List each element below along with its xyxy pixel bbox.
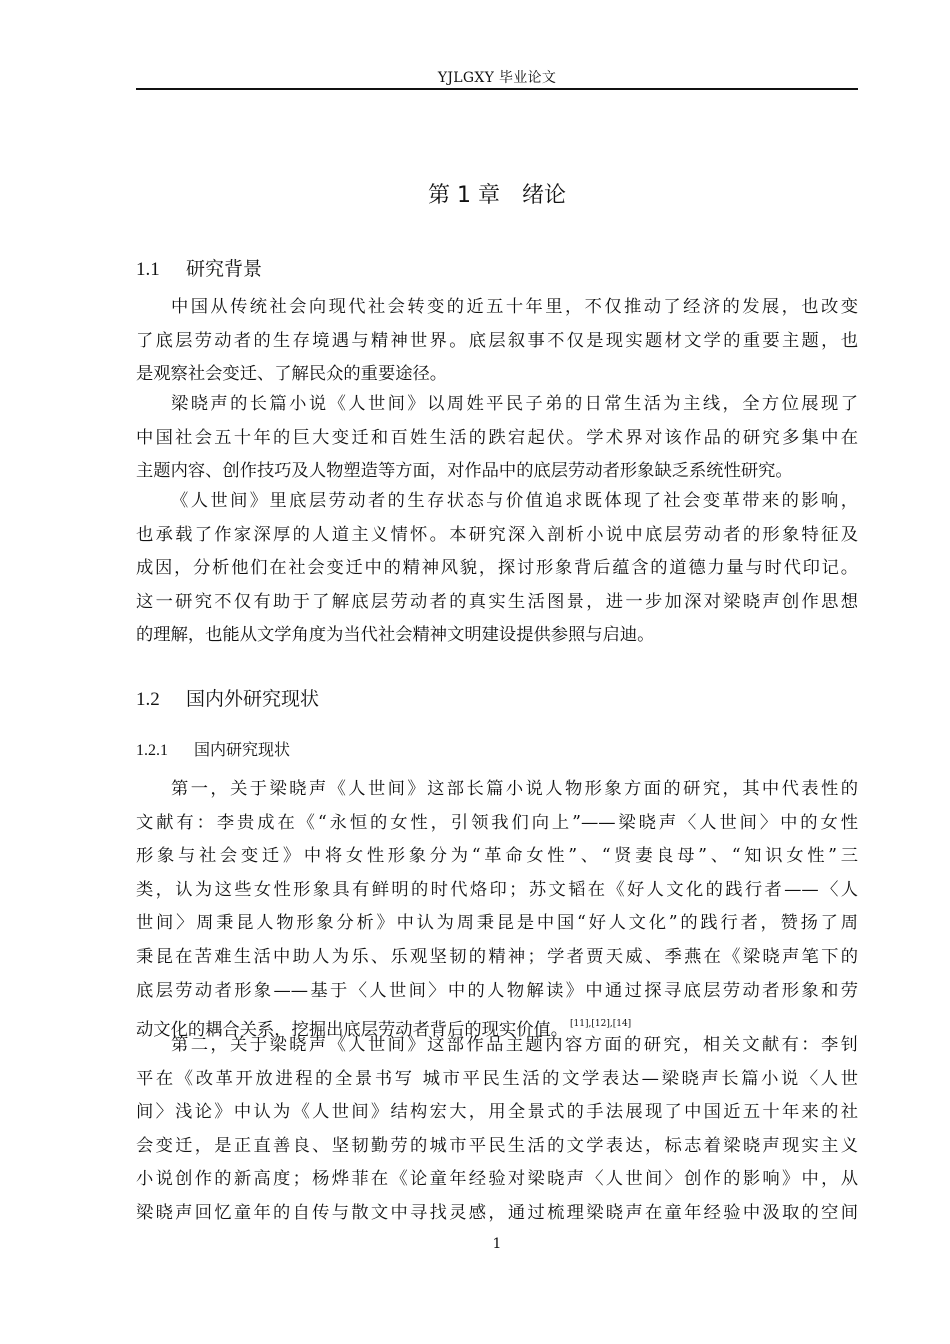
subsection-heading-1-2-1 xyxy=(136,737,290,760)
citation-marker: [11],[12],[14] xyxy=(570,1019,632,1030)
paragraph-3 xyxy=(136,485,858,653)
header-rule xyxy=(136,88,858,90)
text-line: 秉昆在苦难生活中助人为乐、乐观坚韧的精神；学者贾天威、季燕在《梁晓声笔下的 xyxy=(136,946,858,967)
text-line: 动文化的耦合关系，挖掘出底层劳动者背后的现实价值。 xyxy=(136,1020,569,1041)
running-header: YJLGXY 毕业论文 xyxy=(437,70,557,86)
text-line: 是观察社会变迁、了解民众的重要途径。 xyxy=(136,364,448,385)
text-line: 主题内容、创作技巧及人物塑造等方面，对作品中的底层劳动者形象缺乏系统性研究。 xyxy=(136,461,793,482)
section-number: 1.2 xyxy=(136,689,160,710)
text-line: 间〉浅论》中认为《人世间》结构宏大，用全景式的手法展现了中国近五十年来的社 xyxy=(136,1102,858,1123)
section-heading-1-1 xyxy=(136,254,262,281)
text-line: 世间〉周秉昆人物形象分析》中认为周秉昆是中国“好人文化”的践行者，赞扬了周 xyxy=(136,913,858,934)
text-line: 第二，关于梁晓声《人世间》这部作品主题内容方面的研究，相关文献有：李钊 xyxy=(171,1035,858,1055)
text-line: 梁晓声回忆童年的自传与散文中寻找灵感，通过梳理梁晓声在童年经验中汲取的空间 xyxy=(136,1202,858,1223)
text-line: 也承载了作家深厚的人道主义情怀。本研究深入剖析小说中底层劳动者的形象特征及 xyxy=(136,524,858,545)
chapter-name: 绪论 xyxy=(521,183,566,208)
section-title: 国内外研究现状 xyxy=(186,688,320,710)
text-line: 了底层劳动者的生存境遇与精神世界。底层叙事不仅是现实题材文学的重要主题，也 xyxy=(136,330,858,351)
text-line: 《人世间》里底层劳动者的生存状态与价值追求既体现了社会变革带来的影响， xyxy=(171,491,858,511)
text-line: 中国社会五十年的巨大变迁和百姓生活的跌宕起伏。学术界对该作品的研究多集中在 xyxy=(136,427,858,448)
text-line: 梁晓声的长篇小说《人世间》以周姓平民子弟的日常生活为主线，全方位展现了 xyxy=(171,394,858,414)
section-heading-1-2 xyxy=(136,684,319,711)
text-line: 底层劳动者形象——基于〈人世间〉中的人物解读》中通过探寻底层劳动者形象和劳 xyxy=(136,980,858,1001)
paragraph-5 xyxy=(136,1029,858,1231)
text-line: 会变迁，是正直善良、坚韧勤劳的城市平民生活的文学表达，标志着梁晓声现实主义 xyxy=(136,1135,858,1156)
chapter-title xyxy=(136,178,858,209)
text-line: 这一研究不仅有助于了解底层劳动者的真实生活图景，进一步加深对梁晓声创作思想 xyxy=(136,591,858,612)
subsection-title: 国内研究现状 xyxy=(194,740,291,759)
text-line: 形象与社会变迁》中将女性形象分为“革命女性”、“贤妻良母”、“知识女性”三 xyxy=(136,846,858,867)
text-line: 第一，关于梁晓声《人世间》这部长篇小说人物形象方面的研究，其中代表性的 xyxy=(171,779,858,799)
chapter-number: 第 1 章 xyxy=(428,183,500,208)
paragraph-2 xyxy=(136,388,858,489)
paragraph-1 xyxy=(136,291,858,392)
text-line: 平在《改革开放进程的全景书写 城市平民生活的文学表达—梁晓声长篇小说〈人世 xyxy=(136,1068,858,1089)
text-line: 的理解，也能从文学角度为当代社会精神文明建设提供参照与启迪。 xyxy=(136,625,655,646)
section-number: 1.1 xyxy=(136,259,160,280)
page-number: 1 xyxy=(492,1236,502,1252)
section-title: 研究背景 xyxy=(186,258,263,280)
text-line: 类，认为这些女性形象具有鲜明的时代烙印；苏文韬在《好人文化的践行者——〈人 xyxy=(136,879,858,900)
text-line: 成因，分析他们在社会变迁中的精神风貌，探讨形象背后蕴含的道德力量与时代印记。 xyxy=(136,558,858,579)
text-line: 小说创作的新高度；杨烨菲在《论童年经验对梁晓声〈人世间〉创作的影响》中，从 xyxy=(136,1169,858,1190)
text-line: 文献有：李贵成在《“永恒的女性，引领我们向上”——梁晓声〈人世间〉中的女性 xyxy=(136,812,858,833)
paragraph-4 xyxy=(136,773,858,1042)
text-line: 中国从传统社会向现代社会转变的近五十年里，不仅推动了经济的发展，也改变 xyxy=(171,297,858,317)
subsection-number: 1.2.1 xyxy=(136,742,168,759)
